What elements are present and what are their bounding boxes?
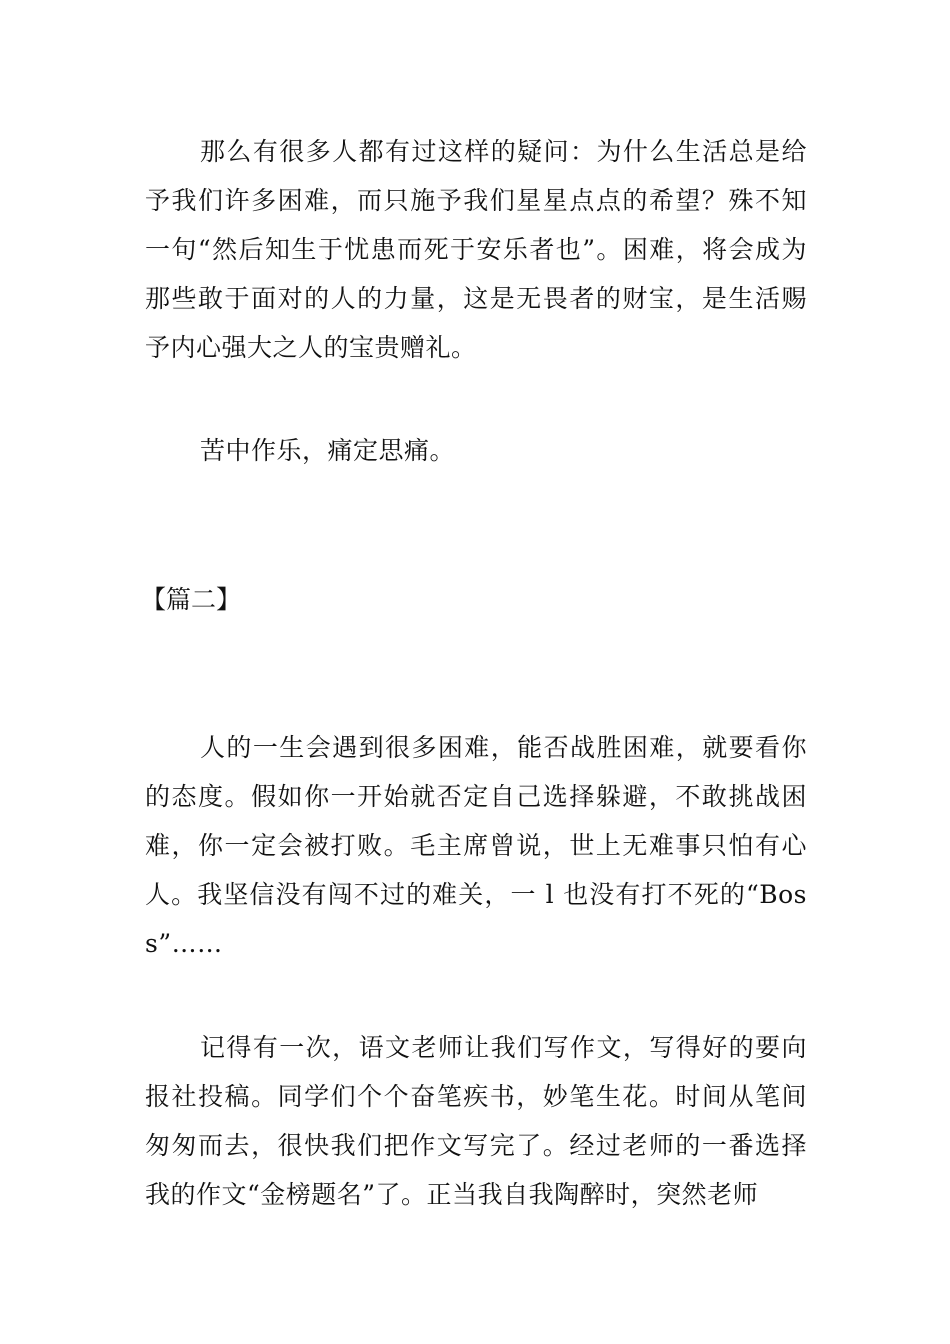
paragraph-difficulties-gift: 那么有很多人都有过这样的疑问：为什么生活总是给予我们许多困难，而只施予我们星星点点的希望？殊不知一句“然后知生于忧患而死于安乐者也”。困难，将会成为那些敢于面对的人的力量，这是无畏者的财宝，是生活赐予内心强大之人的宝贵赠礼。 [145, 137, 807, 362]
paragraph-idiom: 苦中作乐，痛定思痛。 [200, 436, 456, 465]
document-page [141, 0, 807, 1344]
paragraph-attitude: 人的一生会遇到很多困难，能否战胜困难，就要看你的态度。假如你一开始就否定自己选择躲避，不敢挑战困难，你一定会被打败。毛主席曾说，世上无难事只怕有心人。我坚信没有闯不过的难关，一 l 也没有打不死的“Boss”…… [145, 733, 807, 958]
section-heading: 【篇二】 [141, 585, 242, 614]
paragraph-essay-story: 记得有一次，语文老师让我们写作文，写得好的要向报社投稿。同学们个个奋笔疾书，妙笔生花。时间从笔间匆匆而去，很快我们把作文写完了。经过老师的一番选择我的作文“金榜题名”了。正当我自我陶醉时，突然老师 [145, 1033, 807, 1209]
